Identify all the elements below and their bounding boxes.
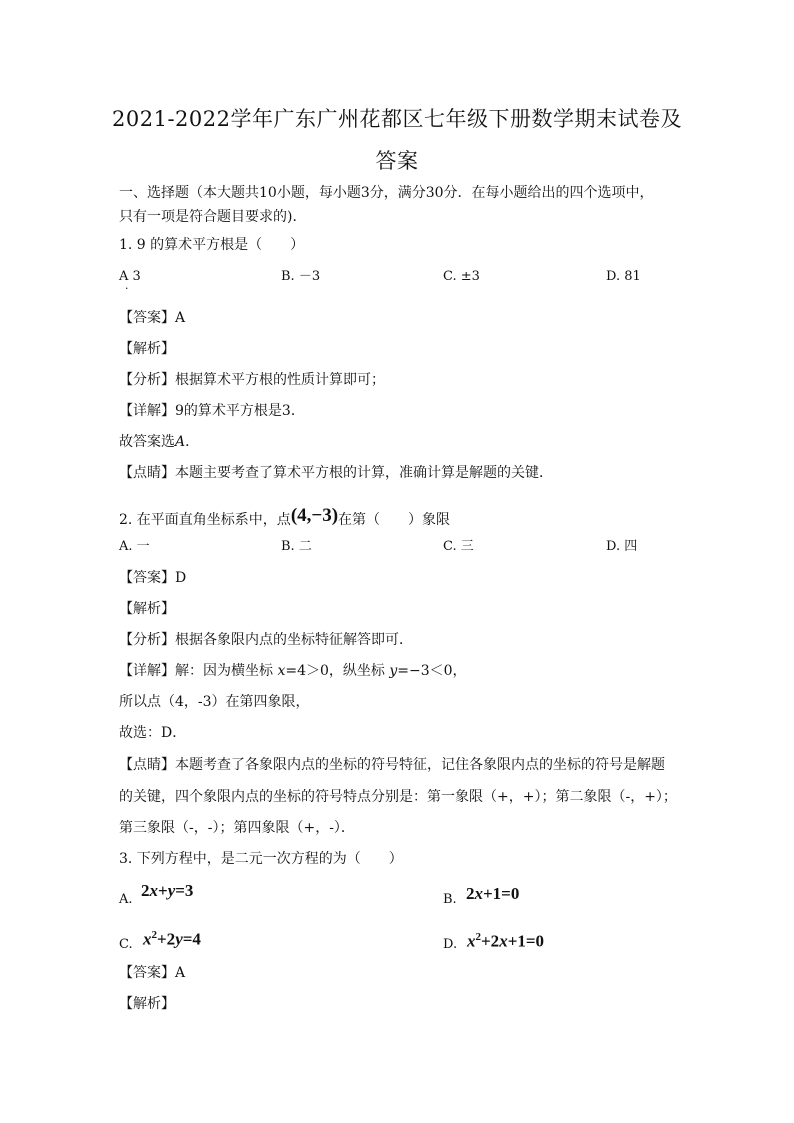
question-2-fenxi: 【分析】根据各象限内点的坐标特征解答即可． <box>119 632 413 648</box>
question-3-jiexi: 【解析】 <box>119 996 175 1012</box>
question-2-stem-post: 在第（ ）象限 <box>338 512 451 528</box>
question-1-option-a: A 3 <box>119 269 141 284</box>
question-3-option-a-formula: 2x+y=3 <box>141 881 194 900</box>
question-3-option-a-label: A. <box>119 892 133 907</box>
question-3-option-b-formula: 2x+1=0 <box>466 884 520 903</box>
question-1-fenxi: 【分析】根据算术平方根的性质计算即可； <box>119 372 385 388</box>
question-2-xiangjie-mid: =4＞0，纵坐标 <box>285 663 390 679</box>
question-2-xiangjie <box>119 660 467 682</box>
question-1-stem: 1. 9 的算术平方根是（ ） <box>119 237 305 253</box>
question-2-option-c: C. 三 <box>443 539 474 554</box>
question-1-answer: 【答案】A <box>119 310 186 326</box>
question-1-dianjing: 【点睛】本题主要考查了算术平方根的计算，准确计算是解题的关键． <box>119 465 553 481</box>
page-title-line-2: 答案 <box>375 149 419 173</box>
question-2-y-var: y <box>389 663 398 679</box>
question-3-option-c-label: C. <box>119 937 133 952</box>
question-2-option-d: D. 四 <box>606 539 638 554</box>
question-3-stem: 3. 下列方程中，是二元一次方程的为（ ） <box>119 851 403 867</box>
question-1-option-b: B. －3 <box>281 269 321 284</box>
question-1-xiangjie: 【详解】9的算术平方根是3． <box>119 403 305 419</box>
question-1-jiexi: 【解析】 <box>119 341 175 357</box>
question-1-conclusion <box>119 431 199 453</box>
question-3-option-d-label: D. <box>443 937 458 952</box>
question-2-guxuan: 故选：D． <box>119 725 187 741</box>
question-2-option-a: A. 一 <box>119 539 150 554</box>
question-2-jiexi: 【解析】 <box>119 601 175 617</box>
question-2-x-var: x <box>277 663 286 679</box>
question-2-option-b: B. 二 <box>281 539 312 554</box>
question-2-stem-pre: 2. 在平面直角坐标系中，点 <box>119 512 291 528</box>
question-3-answer: 【答案】A <box>119 965 186 981</box>
section-heading-line-1: 一、选择题（本大题共10小题，每小题3分，满分30分．在每小题给出的四个选项中， <box>119 185 654 201</box>
question-2-xiangjie-post: =−3＜0， <box>397 663 467 679</box>
question-3-option-c-formula: $x^2+2y=4$ <box>143 929 201 949</box>
question-2-point-formula: (4,−3) <box>290 505 339 526</box>
question-2-suoyi: 所以点（4，-3）在第四象限， <box>119 694 310 710</box>
question-2-dianjing-line-2: 的关键，四个象限内点的坐标的符号特点分别是：第一象限（+，+）；第二象限（-，+）； <box>119 789 677 805</box>
question-2-stem <box>119 505 450 531</box>
question-1-option-a-dot: · <box>125 282 129 295</box>
question-1-option-d: D. 81 <box>606 269 641 284</box>
question-1-conclusion-text: 故答案选 <box>119 434 175 450</box>
question-2-xiangjie-pre: 【详解】解：因为横坐标 <box>119 663 278 679</box>
question-1-conclusion-letter: A <box>175 434 186 450</box>
section-heading-line-2: 只有一项是符合题目要求的)． <box>119 209 307 225</box>
question-3-option-d-formula: $x^2+2x+1=0$ <box>467 931 545 951</box>
question-3-option-b-label: B. <box>443 892 457 907</box>
question-2-dianjing-line-1: 【点睛】本题考查了各象限内点的坐标的符号特征，记住各象限内点的坐标的符号是解题 <box>119 757 665 773</box>
question-2-answer: 【答案】D <box>119 570 187 586</box>
question-1-option-c: C. ±3 <box>443 269 480 284</box>
question-2-dianjing-line-3: 第三象限（-，-）；第四象限（+，-）． <box>119 820 355 836</box>
page-title-line-1: 2021-2022学年广东广州花都区七年级下册数学期末试卷及 <box>112 107 682 131</box>
question-1-conclusion-end: ． <box>185 434 200 450</box>
